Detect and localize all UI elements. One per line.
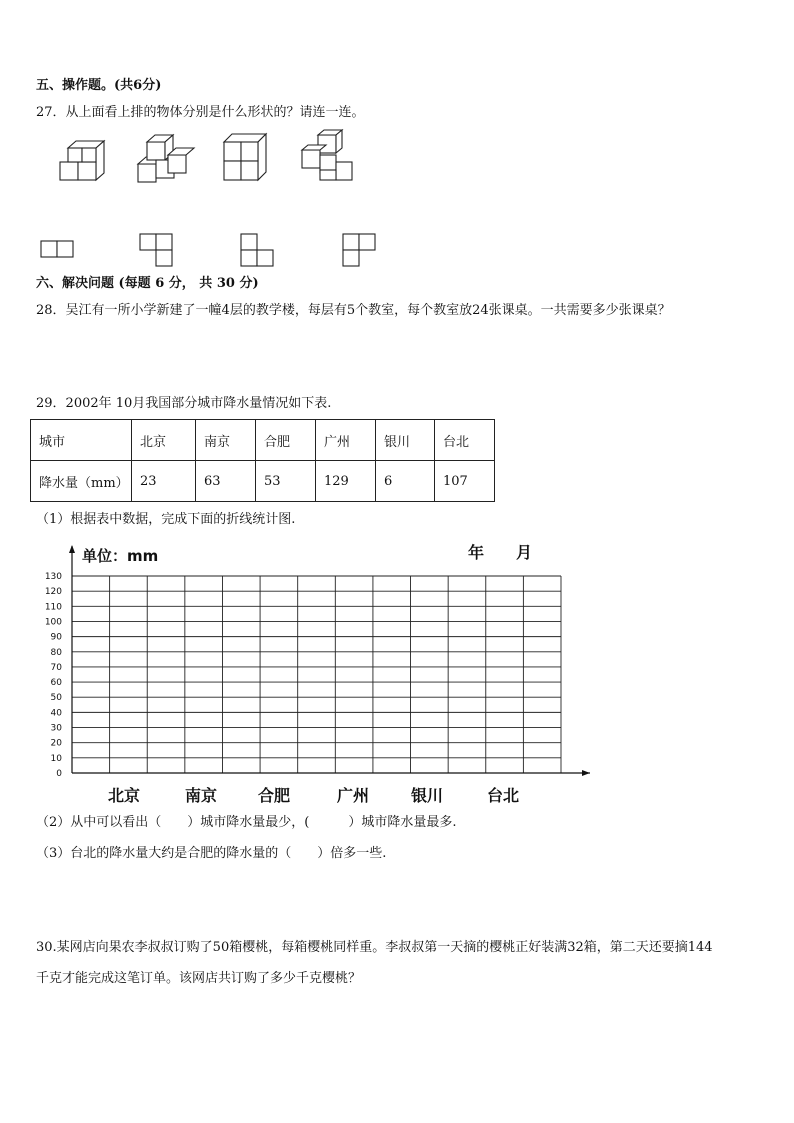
table-cell: 6 [376,461,435,502]
table-cell: 53 [256,461,316,502]
x-category-label: 合肥 [258,786,291,805]
question-30-line-2: 千克才能完成这笔订单。该网店共订购了多少千克樱桃？ [36,971,362,986]
question-29-part-3: （3）台北的降水量大约是合肥的降水量的（ ）倍多一些. [36,846,387,861]
x-category-label: 南京 [185,786,218,805]
y-axis-arrow [69,545,75,553]
y-tick-label: 100 [44,617,62,628]
table-cell: 107 [435,461,495,502]
section5-header: 五、操作题。(共6分) [36,78,162,93]
table-cell: 北京 [132,420,196,461]
table-cell: 129 [316,461,376,502]
question-27: 27．从上面看上排的物体分别是什么形状的？请连一连。 [36,105,365,120]
x-axis-arrow [582,770,590,776]
x-category-label: 广州 [337,786,370,805]
x-category-label: 银川 [411,786,444,805]
y-tick-label: 120 [44,587,62,598]
chart-unit-label: 单位：mm [82,547,159,565]
y-tick-label: 90 [50,632,62,643]
y-tick-label: 40 [50,708,62,719]
y-tick-label: 30 [50,723,62,734]
y-tick-label: 110 [44,602,62,613]
question-29: 29．2002年 10月我国部分城市降水量情况如下表. [36,396,332,411]
table-cell: 降水量（mm） [31,461,132,502]
table-cell: 广州 [316,420,376,461]
y-tick-label: 50 [50,693,62,704]
y-tick-label: 0 [56,769,62,779]
y-tick-label: 130 [44,572,62,582]
question-29-part-2: （2）从中可以看出（ ）城市降水量最少，( ）城市降水量最多. [36,815,457,830]
y-tick-label: 70 [50,662,62,673]
y-tick-label: 60 [50,678,62,689]
question-29-part-1: （1）根据表中数据，完成下面的折线统计图. [36,512,296,527]
table-cell: 台北 [435,420,495,461]
table-cell: 63 [196,461,256,502]
table-cell: 南京 [196,420,256,461]
table-cell: 合肥 [256,420,316,461]
x-category-label: 北京 [108,786,141,805]
y-tick-label: 80 [50,647,62,658]
question-28: 28．吴江有一所小学新建了一幢4层的教学楼，每层有5个教室，每个教室放24张课桌。一共需要多少张课桌？ [36,303,671,318]
chart-date-label: 年 月 [468,543,533,562]
table-cell: 银川 [376,420,435,461]
table-cell: 23 [132,461,196,502]
x-category-label: 台北 [487,786,520,805]
y-tick-label: 10 [50,753,62,764]
question-30-line-1: 30.某网店向果农李叔叔订购了50箱樱桃，每箱樱桃同样重。李叔叔第一天摘的樱桃正好装满32箱，第二天还要摘144 [36,940,713,955]
section6-header: 六、解决问题 (每题 6 分， 共 30 分) [36,276,259,291]
y-tick-label: 20 [50,738,62,749]
table-cell: 城市 [31,420,132,461]
